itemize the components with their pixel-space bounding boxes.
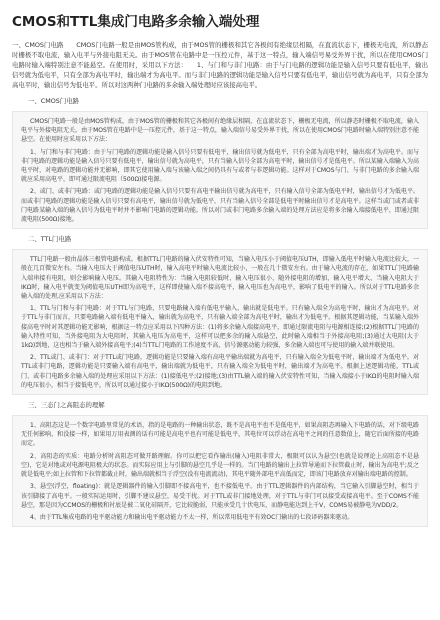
paragraph: 3、悬空(浮空，floating)：就是逻辑器件的输入引脚即不接高电平，也不接低电平。由于TTL逻辑器件的内部结构，当它输入引脚悬空时，相当于该引脚接了高电平。一般实际运用时，引脚不建议悬空，易受干扰。对于TTL或非门接地处理，对于TTL与非门可以接受或接高电平。至于COMS不能悬空，那是因为CCMOS的栅极和衬底是被二氧化硅隔开，它比较脆弱，只能承受几十伏电压，而静电能达到上千V，COMS易被静电为VDD/2。 [21, 483, 419, 509]
content-box-cmos [12, 111, 428, 229]
paragraph: 1、高阻态这是一个数字电路里常见的术语，指的是电路的一种输出状态，既不是高电平也不是低电平，如果高阻态再输入下电路的话，对下级电路无任何影响，和没接一样，如果用万用表测的话有可能是高电平也有可能是低电平，其电位可以浮动在高电平之间的任意数值上，随它后面所接的电路而定。 [21, 422, 419, 448]
section-heading-ttl: 二、TTL门电路 [28, 235, 72, 244]
paragraph: 4、由于TTL集成电路的电平驱动能力和输出电平驱动能力不太一样，所以常用低电平有效OC门输出的七段译码器来驱动。 [30, 513, 354, 521]
paragraph: 2、高阻态的实质：电路分析时高阻态可做开路理解。你可以把它看作输出(输入)电阻非常大，极限可以认为悬空(也就是说理论上高阻态不是悬空)，它是对地或对电源电阻极大的状态。而实际应用上与引脚的悬空几乎是一样的。当门电路的输出上拉管导通而下拉管截止时，输出为高电平;反之就是低电平;如上拉管和下拉管都截止时，输出端就相当于浮空(没有电流流动)，其电平随外部电平高低而定，即该门电路放弃对输出端电路的控制。 [21, 452, 419, 479]
paragraph: 2、或门、或非门电路：或门电路的逻辑功能是输入信号只要有高电平输出信号就为高电平，只有输入信号全部为低电平时，输出信号才为低电平。而或非门电路的逻辑功能是输入信号只要有高电平，输出信号就为低电平，只有当输入信号全部是低电平时输出信号才是高电平。这样当或门或者或非门电路某输入端的输入信号为低电平时并不影响门电路的逻辑功能。所以对门或非门电路多余输入端的处理方法应是将多余输入端接低电平，即通过限流电阻(500Ω)接地。 [21, 188, 419, 224]
paragraph: 1、TTL与门和与非门电路：对于TTL与门电路，只要电路输入端有低电平输入，输出就是低电平。只有输入端全为高电平时，输出才为高电平。对于TTL与非门而言，只要电路输入端有低电平输入，输出就为高电平，只有输入端全部为高电平时，输出才为低电平。根据其逻辑功能，当某输入端外接高电平时对其逻辑功能无影响，根据这一特点应采用以下四种方法：(1)将多余输入端接高电平，即通过限流电阻与电源相连接;(2)根据TTL门电路的输入特性可知，当外接电阻为大电阻时，其输入电压为高电平，这样可以把多余的输入端悬空，此时输入端相当于外接高电阻;(3)通过大电阻(大于1kΩ)到地，这也相当于输入端外接高电平;(4)当TTL门电路的工作速度不高，信号源驱动能力较强，多余输入端也可与使用的输入端并联使用。 [21, 305, 419, 350]
content-box-tristate [12, 415, 428, 527]
content-box-ttl [12, 249, 428, 395]
paragraph: 2、TTL或门、或非门：对于TTL或门电路，逻辑功能是只要输入端有高电平输出端就为高电平，只有输入端全为低电平时，输出端才为低电平。对TTL或非门电路，逻辑功能是只要输入端有高电平，输出端就为低电平，只有输入端全为低电平时，输出端才为高电平。根据上述逻辑功能，TTL或门、或非门电路多余输入端的处理应采用以下方法：(1)接低电平;(2)接地;(3)由TTL输入端的输入伏安特性可知，当输入端接小于IKΩ的电阻时输入端的电压很小，相当于接低电平，所以可以通过接小于IKΩ(500Ω)的电阻到地。 [21, 354, 419, 389]
page-title: CMOS和TTL集成门电路多余输入端处理 [12, 14, 260, 30]
paragraph: CMOS门电路一般是由MOS管构成，由于MOS管的栅极和其它各极间有绝缘层相隔，在直流状态下，栅极无电流，所以静态时栅极不取电流，输入电平与外接电阻无关。由于MOS管在电路中是一压控元件，基于这一特点，输入端信号易受外界干扰，所以在使用CMOS门电路时输入端特别注意不能悬空。在使用时应采用以下方法： [21, 118, 419, 144]
paragraph: TTL门电路一般由晶体三极管电路构成。根据TTL门电路的输入伏安特性可知，当输入电压小于阈值电压UTH，即输入低电平时输入电流比较大，一般在几百微安左右。当输入电压大于阈值电压UTH时，输入高电平时输入电流比较小，一般在几十微安左右。由于输入电流的存在，如果TTL门电路输入端串接有电阻，则会影响输入电压。其输入电阻特性为：当输入电阻较低时，输入电压很小，随外接电阻的增加，输入电平增大，当输入电阻大于IKΩ时，输入电平就变为阈值电压UTH即为高电平，这样即使输入端不接高电平，输入电压也为高电平，影响了低电平的输入。所以对于TTL电路多余输入端的处理,应采用以下方法： [21, 256, 419, 301]
paragraph: 1、与门和与非门电路：由于与门电路的逻辑功能是输入信号只要有低电平，输出信号就为低电平，只有全部为高电平时，输出端才为高电平。而与非门电路的逻辑功能是输入信号只要有低电平，输出信号就为高电平，只有当输入信号全部为高电平时，输出信号才是低电平。所以某输入端输入为高电平时，对电路的逻辑功能并无影响，即其它使用输入端与该输入端之间仍具有与或者与非逻辑功能。这样对于CMOS与门、与非门电路的多余输入端就应采用高电平，即可通过限流电阻（500Ω)接电源。 [21, 148, 419, 184]
intro-paragraph: 一、CMOS门电路 CMOS门电路一般是由MOS管构成，由于MOS管的栅极和其它各极间有绝缘层相隔，在直流状态下，栅极无电流，所以静态时栅极不取电流，输入电平与外接电阻无关。由于MOS管在电路中是一压控元件，基于这一特点，输入端信号易受外界干扰，所以在使用CMOS门电路时输入端特别注意不能悬空。在使用时，采用以下方法： 1、与门和与非门电路：由于与门电路的逻辑功能是输入信号只要有低电平，输出信号就为低电平，只有全部为高电平时，输出端才为高电平。而与非门电路的逻辑功能是输入信号只要有低电平，输出信号就为高电平，只有全部为高电平时，输出信号为低电平。所以对这两种门电路的多余输入端处理时应该接高电平。 [12, 41, 428, 89]
section-heading-cmos: 一、CMOS门电路 [28, 97, 80, 105]
section-heading-tristate: 三、三态门之高阻态的理解 [28, 401, 105, 410]
